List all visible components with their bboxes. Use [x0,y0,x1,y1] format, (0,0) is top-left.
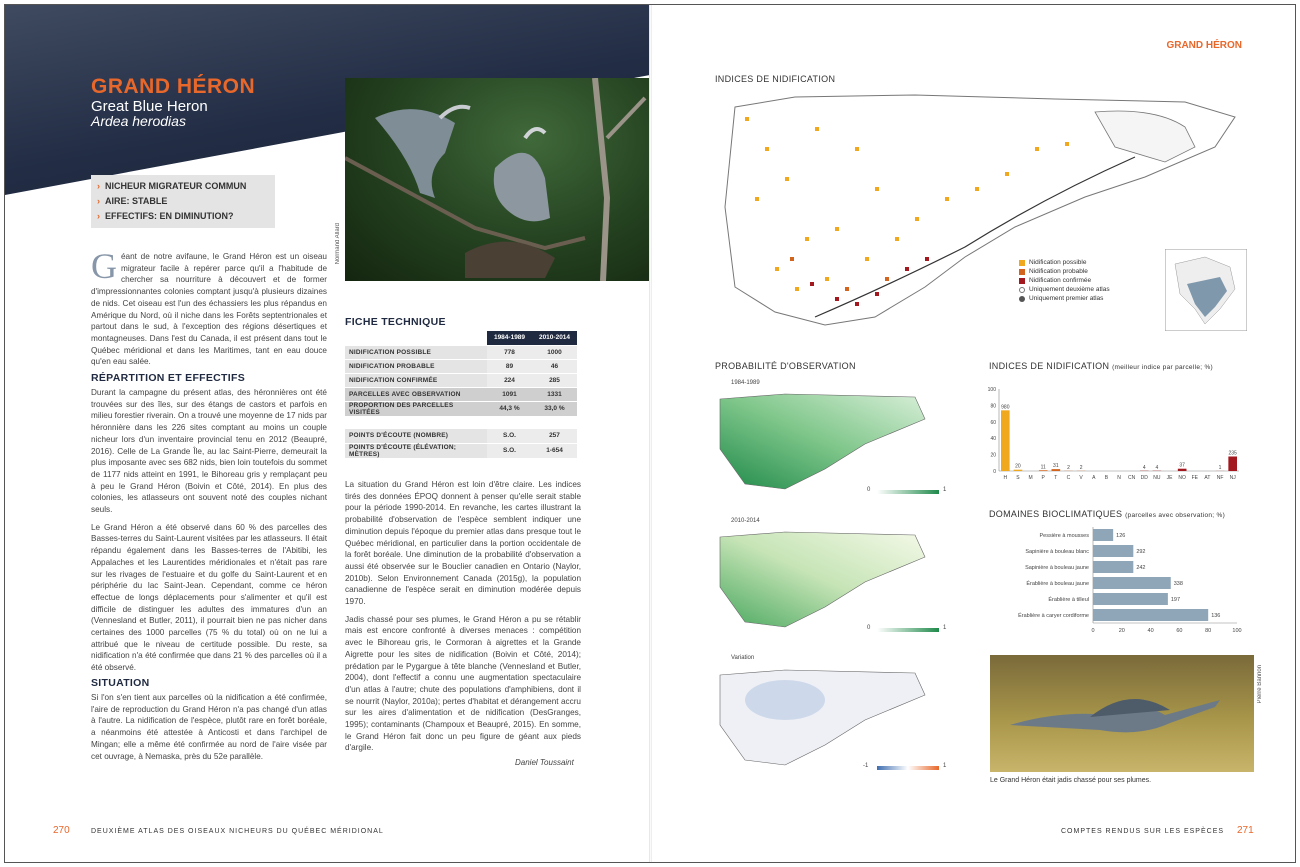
fiche-technique-title: FICHE TECHNIQUE [345,316,446,328]
data-label: 242 [1136,565,1146,571]
heading-situation: SITUATION [91,677,150,689]
y-tick-label: Érablière à bouleau jaune [1026,581,1089,587]
map-title: INDICES DE NIDIFICATION [715,74,836,84]
bar [1093,529,1113,541]
status-box [91,175,275,228]
species-title: GRAND HÉRON [91,75,256,98]
table-row: POINTS D'ÉCOUTE (ÉLÉVATION; MÈTRES) S.O. 1-654 [345,443,577,458]
x-tick-label: C [1066,475,1071,481]
x-tick-label: FE [1191,475,1198,481]
y-tick-label: 100 [987,387,996,393]
y-tick-label: 20 [990,452,996,459]
bar [1052,469,1061,471]
bar [1093,609,1208,621]
legend-item: Nidification probable [1019,267,1110,276]
bar [1014,470,1023,471]
table-header-row [345,331,577,345]
scale-max: 1 [943,763,947,769]
legend-item: Nidification possible [1019,258,1110,267]
x-tick-label: P [1041,475,1045,481]
bar [1093,545,1133,557]
fiche-table [345,331,577,417]
drop-cap: G [91,246,117,286]
x-tick-label: JE [1166,475,1173,481]
probability-map-1984 [715,389,945,499]
table-row: NIDIFICATION PROBABLE 89 46 [345,359,577,373]
data-label: 980 [1001,404,1010,411]
status-item: › NICHEUR MIGRATEUR COMMUN [97,181,247,191]
x-tick-label: DD [1140,475,1148,481]
fiche-table-points [345,429,577,459]
chevron-right-icon: › [97,211,100,221]
data-label: 31 [1053,463,1059,470]
book-spread [4,4,1296,863]
x-tick-label: AT [1204,475,1211,481]
situation-text: Si l'on s'en tient aux parcelles où la nidification a été confirmée, l'aire de reproduction du Grand Héron n'a pas changé d'un atlas à l'autre. La nidification de l'espèce, plutôt rare en forêt boréale, a néanmoins été attestée à Anticosti et dans l'archipel de Mingan; elle a même été confirmée au nord de l'aire visée par cet ouvrage, à Nemaska, près du 52e parallèle. [91,693,327,761]
data-label: 11 [1040,464,1046,471]
domaines-chart-title: DOMAINES BIOCLIMATIQUES (parcelles avec observation; %) [989,509,1226,519]
x-tick-label: CN [1128,475,1136,481]
y-tick-label: Pessière à mousses [1039,533,1089,539]
status-item: › AIRE: STABLE [97,196,168,206]
probability-map-2010 [715,527,945,637]
heron-nest-photo [345,78,650,281]
y-tick-label: Sapinière à bouleau blanc [1025,549,1089,555]
bar [1039,470,1048,471]
scale-bar [877,766,939,770]
scale-max: 1 [943,625,947,631]
x-tick-label: NU [1153,475,1161,481]
header-species: GRAND HÉRON [1166,40,1242,51]
paragraph: Durant la campagne du présent atlas, des héronnières ont été trouvées sur des îles, sur des étangs de castors et parfois en milieu forestier riverain. On a trouvé une moyenne de 17 nids par héronnière dans les 226 sites comptant au moins un couple nicheur lors d'un inventaire provincial tenu en 2012 (Beaupré, 2016). Celle de La Grande Île, au lac Saint-Pierre, demeurait la plus imposante avec ses 682 nids, bien loin toutefois du sommet de 1177 nids atteint en 1991, le Bihoreau gris y remplaçant peu à peu le Grand Héron (Boivin et Côté, 2014). En plus des colonies, les atlasseurs ont souvent noté des couples nichant seuls. [91,388,327,515]
data-label: 235 [1228,450,1237,457]
data-label: 1 [1218,464,1222,471]
probability-map-variation [715,665,945,775]
page-number: 271 [1237,825,1254,836]
x-tick-label: 40 [1147,628,1154,634]
data-label: 4 [1155,464,1159,471]
page-number: 270 [53,825,70,836]
author-signature: Daniel Toussaint [515,758,574,767]
y-tick-label: Sapinière à bouleau jaune [1025,565,1089,571]
column-header: 1984-1989 [487,331,532,345]
table-row: NIDIFICATION CONFIRMÉE 224 285 [345,373,577,387]
y-tick-label: Érablière à caryer cordiforme [1018,613,1089,619]
running-title: DEUXIÈME ATLAS DES OISEAUX NICHEURS DU QUÉBEC MÉRIDIONAL [91,828,384,835]
x-tick-label: 60 [1176,628,1183,634]
heading-repartition: RÉPARTITION ET EFFECTIFS [91,372,246,384]
probability-title: PROBABILITÉ D'OBSERVATION [715,361,856,371]
x-tick-label: A [1092,475,1096,481]
x-tick-label: 80 [1205,628,1212,634]
paragraph: Jadis chassé pour ses plumes, le Grand Héron a pu se rétablir mais est encore confronté à diverses menaces : compétition avec le Bihoreau gris, le Cormoran à aigrettes et la Grande Aigrette pour les sites de nidification (Boivin et Côté, 2014); prédation par le Pygargue à tête blanche (Vennesland et Butler, 2004), dont l'effectif a connu une augmentation spectaculaire d'un atlas à l'autre; chute des populations d'amphibiens, dont il se nourrit (Naylor, 2010a); pertes d'habitat et dérangement accru sur les aires d'alimentation et de nidification (DesGranges, 1995); contaminants (Champoux et Beaupré, 2015). En somme, le Grand Héron fait donc un peu figure de géant aux pieds d'argile. [345,614,581,753]
prob-map-label: 2010-2014 [731,518,760,524]
table-corner [345,331,487,345]
x-tick-label: H [1003,475,1008,481]
x-tick-label: NJ [1229,475,1236,481]
english-name: Great Blue Heron [91,98,208,115]
x-tick-label: N [1117,475,1121,481]
paragraph: La situation du Grand Héron est loin d'être claire. Les indices tirés des données ÉPOQ donnent à penser qu'elle serait stable pour la période 1990-2014. En revanche, les cartes illustrant la probabilité d'observation de l'espèce semblent indiquer une diminution depuis l'époque du premier atlas dans presque tout le Québec méridional, en particulier dans la portion occidentale de la forêt boréale. Une diminution de la probabilité d'observation a aussi été observée sur le Bouclier canadien en Ontario (Naylor, 2010b). Selon Environnement Canada (2015g), la population canadienne de l'espèce serait en diminution modérée depuis 1970. [345,480,581,607]
y-tick-label: 40 [990,436,996,443]
chevron-right-icon: › [97,196,100,206]
table-row: PROPORTION DES PARCELLES VISITÉES 44,3 % 33,0 % [345,401,577,416]
map-legend [1019,258,1110,303]
table-row: POINTS D'ÉCOUTE (NOMBRE) S.O. 257 [345,429,577,443]
x-tick-label: 100 [1232,628,1242,634]
data-label: 2 [1067,464,1070,471]
status-item: › EFFECTIFS: EN DIMINUTION? [97,211,234,221]
legend-item: Nidification confirmée [1019,276,1110,285]
bar [1001,410,1010,471]
x-tick-label: B [1104,475,1109,481]
x-tick-label: V [1079,475,1083,481]
photo-caption: Le Grand Héron était jadis chassé pour ses plumes. [990,777,1152,784]
photo-credit: Normand Allard [335,223,341,265]
situation-text-col2 [345,479,581,760]
intro-paragraph: Géant de notre avifaune, le Grand Héron est un oiseau migrateur facile à repérer parce qu'il a l'habitude de chercher sa nourriture à découvert et de former d'impressionnantes colonies comptant jusqu'à plusieurs dizaines de nids. Cet oiseau est l'un des échassiers les plus répandus en Amérique du Nord, où il niche dans les Forêts septentrionales et partout dans le sud, à l'exception des régions désertiques et montagneuses. Dans l'est du Canada, il est présent dans tout le Québec méridional et dans les Maritimes, tant en eau douce qu'en eau salée. [91,246,327,367]
scale-max: 1 [943,487,947,493]
data-label: 197 [1170,597,1181,603]
latin-name: Ardea herodias [91,113,186,129]
data-label: 338 [1173,581,1183,587]
x-tick-label: 0 [1091,628,1095,634]
y-tick-label: 80 [990,403,996,410]
right-page [651,5,1296,862]
bar [1093,593,1168,605]
data-label: 37 [1179,462,1185,469]
data-label: 2 [1079,464,1083,471]
y-tick-label: Érablière à tilleul [1048,597,1089,603]
prob-map-label: Variation [731,655,755,661]
table-row: PARCELLES AVEC OBSERVATION 1091 1331 [345,387,577,401]
data-label: 126 [1116,533,1126,539]
bar [1093,561,1133,573]
left-page [5,5,650,862]
north-america-inset-map [1165,249,1247,331]
prob-map-label: 1984-1989 [731,380,760,386]
scale-min: 0 [867,487,871,493]
repartition-text [91,387,327,680]
indices-chart-title: INDICES DE NIDIFICATION (meilleur indice par parcelle; %) [989,361,1213,371]
bar [1093,577,1171,589]
chevron-right-icon: › [97,181,100,191]
legend-item: Uniquement premier atlas [1019,294,1110,303]
bar [1178,469,1187,471]
scale-bar [877,628,939,632]
data-label: 292 [1136,549,1146,555]
scale-bar [877,490,939,494]
scale-min: 0 [867,625,871,631]
running-title: COMPTES RENDUS SUR LES ESPÈCES [1061,828,1225,835]
x-tick-label: M [1028,475,1033,481]
paragraph: Le Grand Héron a été observé dans 60 % des parcelles des Basses-terres du Saint-Laurent visitées par les atlasseurs. Il était répandu également dans les Basses-terres de l'Abitibi, les Appalaches et les Laurentides méridionales et n'était pas rare sur les rivages de l'estuaire et du golfe du Saint-Laurent et en périphérie du lac Saint-Jean. Cependant, comme ce héron effectue de longs déplacements pour s'alimenter et qu'il est difficile de distinguer les adultes des immatures d'un an (Vennesland et Butler, 2011), il pourrait bien ne pas nicher dans certaines des 1000 parcelles (75 % du total) où on ne lui a attribué que le niveau de certitude possible. Du reste, sa nidification n'a été confirmée que dans 21 % des parcelles où il a été observé. [91,522,327,673]
heron-flight-photo [990,655,1254,772]
photo-credit: Pierre Bannon [1257,665,1263,704]
data-label: 4 [1142,464,1146,471]
table-row: NIDIFICATION POSSIBLE 778 1000 [345,345,577,359]
x-tick-label: NO [1178,475,1186,481]
x-tick-label: S [1016,475,1020,481]
y-tick-label: 60 [990,419,996,426]
legend-item: Uniquement deuxième atlas [1019,285,1110,294]
bar [1228,456,1237,471]
column-header: 2010-2014 [532,331,577,345]
data-label: 136 [1211,613,1221,619]
x-tick-label: 20 [1118,628,1125,634]
scale-min: -1 [863,763,869,769]
data-label: 20 [1015,463,1021,470]
x-tick-label: T [1054,475,1058,481]
indices-bar-chart [977,381,1247,491]
x-tick-label: NF [1216,475,1224,481]
domaines-bar-chart [977,523,1247,643]
y-tick-label: 0 [993,469,996,475]
